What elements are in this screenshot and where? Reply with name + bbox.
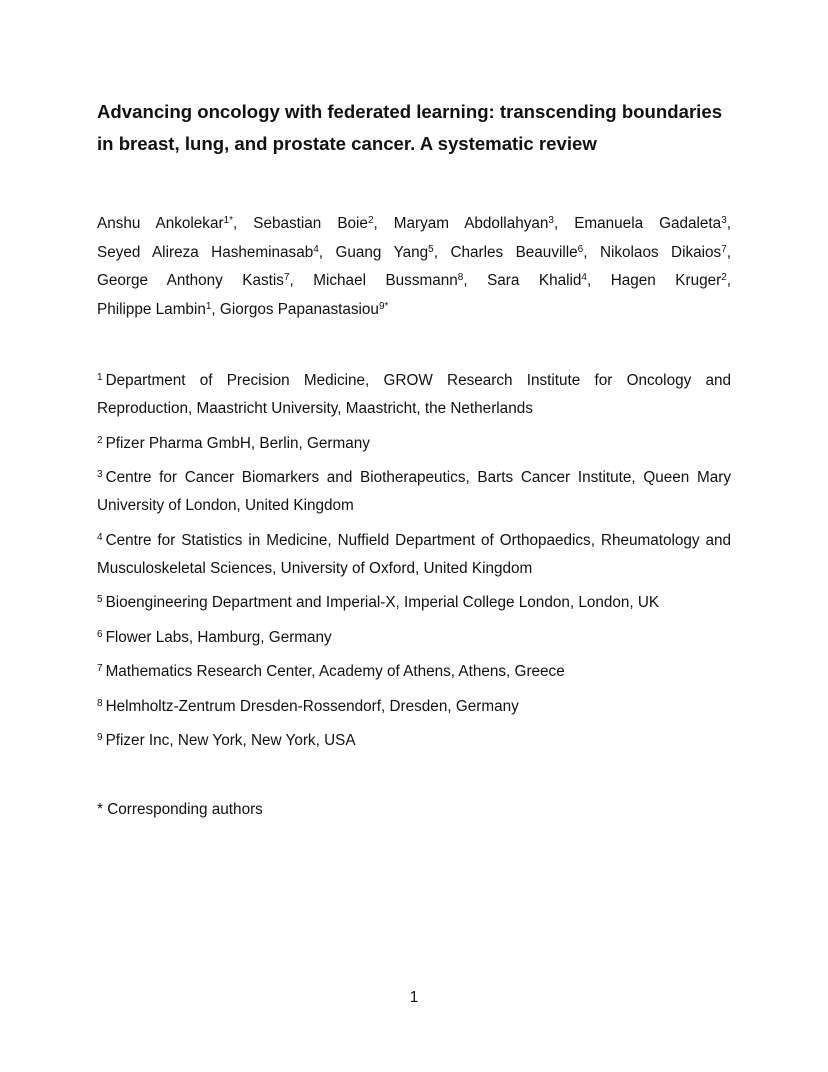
author-name xyxy=(313,272,463,289)
affiliation-item xyxy=(97,693,731,721)
author-name-text: Giorgos Papanastasiou xyxy=(219,300,379,318)
affiliation-item xyxy=(97,658,731,686)
author-name xyxy=(97,272,290,289)
author-name-text: Hagen Kruger xyxy=(610,272,722,289)
affiliation-item xyxy=(97,589,731,617)
affiliation-item xyxy=(97,464,731,520)
author-name-text: Sebastian Boie xyxy=(253,215,368,232)
affiliation-number: 9 xyxy=(97,732,103,743)
affiliation-item xyxy=(97,624,731,652)
paper-title: Advancing oncology with federated learning: transcending boundaries in breast, lung, and prostate cancer. A systematic review xyxy=(97,101,723,154)
author-affiliation-marker: 8 xyxy=(457,272,464,283)
affiliation-number: 6 xyxy=(97,628,103,640)
author-affiliation-marker: 2 xyxy=(367,215,374,226)
author-affiliation-marker: 6 xyxy=(577,243,584,255)
author-name-text: Charles Beauville xyxy=(450,243,578,261)
author-name-text: Emanuela Gadaleta xyxy=(574,215,722,232)
author-name-text: Nikolaos Dikaios xyxy=(599,243,722,261)
title-page xyxy=(97,96,731,824)
affiliation-text: Pfizer Pharma GmbH, Berlin, Germany xyxy=(105,434,370,452)
author-affiliation-marker: 9* xyxy=(378,300,389,312)
author-name xyxy=(394,215,554,232)
affiliation-text: Bioengineering Department and Imperial-X, Imperial College London, London, UK xyxy=(105,594,660,611)
author-affiliation-marker: 2 xyxy=(721,272,727,283)
author-name xyxy=(335,244,433,261)
author-name-text: Anshu Ankolekar xyxy=(97,215,224,232)
affiliation-item xyxy=(97,367,731,423)
affiliation-item xyxy=(97,527,731,583)
affiliation-number: 1 xyxy=(97,372,103,383)
author-affiliation-marker: 4 xyxy=(581,272,587,283)
affiliation-text: Centre for Statistics in Medicine, Nuffield Department of Orthopaedics, Rheumatology and Musculoskeletal Sciences, University of Oxford, United Kingdom xyxy=(97,531,731,577)
affiliation-item xyxy=(97,727,731,755)
author-name xyxy=(487,272,587,289)
affiliation-text: Helmholtz-Zentrum Dresden-Rossendorf, Dresden, Germany xyxy=(105,697,519,715)
author-name-text: Michael Bussmann xyxy=(313,272,458,289)
author-name-text: George Anthony Kastis xyxy=(97,272,284,289)
author-name xyxy=(220,301,388,318)
affiliation-number: 7 xyxy=(97,663,103,674)
author-name xyxy=(574,215,727,232)
affiliation-text: Mathematics Research Center, Academy of Athens, Athens, Greece xyxy=(105,663,565,680)
author-affiliation-marker: 1 xyxy=(205,300,212,312)
author-name-text: Seyed Alireza Hasheminasab xyxy=(97,243,314,261)
author-name-text: Philippe Lambin xyxy=(97,300,206,318)
affiliation-item xyxy=(97,430,731,458)
author-name xyxy=(97,215,233,232)
affiliation-list xyxy=(97,367,731,755)
affiliation-number: 3 xyxy=(97,469,103,480)
author-affiliation-marker: 3 xyxy=(721,215,727,226)
author-affiliation-marker: 5 xyxy=(428,243,434,255)
affiliation-number: 5 xyxy=(97,594,103,605)
author-name xyxy=(611,272,727,289)
author-affiliation-marker: 3 xyxy=(548,215,554,226)
affiliation-text: Flower Labs, Hamburg, Germany xyxy=(105,628,332,646)
page-number: 1 xyxy=(409,989,419,1006)
author-list: Anshu Ankolekar$^{1*}$, Sebastian Boie$^2$, Maryam Abdollahyan$^3$, Emanuela Gadaleta$^3$, Seyed Alireza Hasheminasab$^4$, Guang Yang$^5$, Charles Beauville$^6$, Nikolaos Dikaios$^7$, George Anthony Kastis$^7$, Michael Bussmann$^8$, Sara Khalid$^4$, Hagen Kruger$^2$, Philippe Lambin$^1$, Giorgos Papanastasiou$^{9*}$ xyxy=(97,215,732,318)
affiliation-number: 2 xyxy=(97,434,103,446)
author-affiliation-marker: 7 xyxy=(721,243,727,255)
corresponding-note: * Corresponding authors xyxy=(97,801,263,818)
author-name xyxy=(97,244,319,261)
author-affiliation-marker: 1* xyxy=(223,215,234,226)
affiliation-text: Department of Precision Medicine, GROW Research Institute for Oncology and Reproduction, Maastricht University, Maastricht, the Netherlands xyxy=(97,372,731,417)
author-affiliation-marker: 7 xyxy=(283,272,290,283)
author-name xyxy=(600,244,727,261)
author-name xyxy=(97,301,211,318)
author-name-text: Sara Khalid xyxy=(487,272,582,289)
author-name xyxy=(450,244,583,261)
author-name-text: Guang Yang xyxy=(335,243,429,261)
affiliation-text: Pfizer Inc, New York, New York, USA xyxy=(105,732,356,749)
affiliation-text: Centre for Cancer Biomarkers and Biotherapeutics, Barts Cancer Institute, Queen Mary University of London, United Kingdom xyxy=(97,469,731,514)
author-name xyxy=(253,215,373,232)
author-affiliation-marker: 4 xyxy=(313,243,319,255)
author-name-text: Maryam Abdollahyan xyxy=(393,215,549,232)
affiliation-number: 8 xyxy=(97,697,103,709)
affiliation-number: 4 xyxy=(97,531,103,543)
